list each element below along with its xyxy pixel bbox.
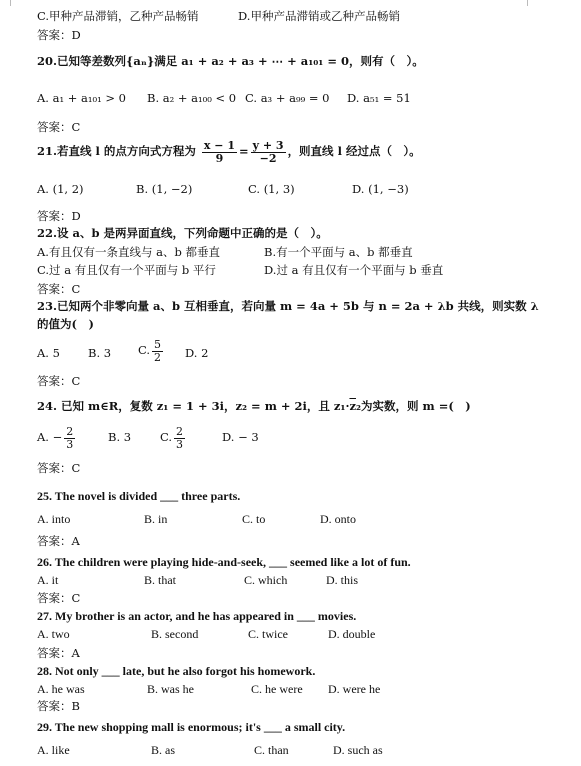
q22-option-b: B.有一个平面与 a、b 都垂直: [264, 245, 413, 259]
q20-option-d: D. a₅₁ = 51: [347, 91, 411, 105]
q23-option-d: D. 2: [185, 346, 209, 360]
q23-stem-line1: 23.已知两个非零向量 a、b 互相垂直，若向量 m = 4a + 5b 与 n = 2a + λb 共线，则实数 λ: [37, 299, 539, 313]
q20-stem: 20.已知等差数列{aₙ}满足 a₁ + a₂ + a₃ + ⋯ + a₁₀₁ = 0，则有（ ）。: [37, 54, 424, 68]
q20-answer: 答案：C: [37, 120, 81, 134]
q26-option-d: D. this: [326, 573, 359, 587]
q21-option-c: C. (1, 3): [248, 182, 295, 196]
q23-option-c: C. $\frac{5}{2}$: [138, 337, 162, 364]
q21-option-a: A. (1, 2): [37, 182, 84, 196]
q25-stem: 25. The novel is divided ___ three parts.: [37, 489, 241, 503]
q20-option-a: A. a₁ + a₁₀₁ > 0: [37, 91, 126, 105]
q27-stem: 27. My brother is an actor, and he has appeared in ___ movies.: [37, 609, 357, 623]
q25-option-d: D. onto: [320, 512, 356, 526]
q23-option-a: A. 5: [37, 346, 60, 360]
q24-stem: 24. 已知 m∈R，复数 z₁ = 1 + 3i，z₂ = m + 2i，且 $z_1\cdot\overline{z}_2$为实数，则 m =( ): [37, 399, 471, 413]
q27-option-b: B. second: [151, 627, 199, 641]
q22-stem: 22.设 a、b 是两异面直线，下列命题中正确的是（ ）。: [37, 226, 328, 240]
q23-answer: 答案：C: [37, 374, 81, 388]
q29-option-d: D. such as: [333, 743, 383, 757]
q21-stem: 21.若直线 l 的点方向式方程为 $\frac{x - 1}{9}$ = $\frac{y + 3}{-2}$ ，则直线 l 经过点（ ）。: [37, 138, 421, 165]
q24-option-c: C. $\frac{2}{3}$: [160, 424, 184, 451]
q26-option-b: B. that: [144, 573, 176, 587]
q19-answer: 答案：D: [37, 28, 81, 42]
q26-option-a: A. it: [37, 573, 59, 587]
fraction: $\frac{5}{2}$: [154, 337, 162, 364]
q22-option-d: D.过 a 有且仅有一个平面与 b 垂直: [264, 263, 444, 277]
fraction: $\frac{y + 3}{-2}$: [252, 138, 284, 165]
q19-option-c: C.甲种产品滞销，乙种产品畅销: [37, 9, 199, 23]
q28-option-a: A. he was: [37, 682, 85, 696]
q23-option-b: B. 3: [88, 346, 112, 360]
q29-option-c: C. than: [254, 743, 289, 757]
q20-option-c: C. a₃ + a₉₉ = 0: [245, 91, 330, 105]
q22-option-a: A.有且仅有一条直线与 a、b 都垂直: [37, 245, 220, 259]
fraction: $\frac{x - 1}{9}$: [203, 138, 235, 165]
q29-stem: 29. The new shopping mall is enormous; it's ___ a small city.: [37, 720, 346, 734]
q23-stem-line2: 的值为( ): [37, 317, 94, 331]
q27-answer: 答案：A: [37, 646, 80, 660]
q28-answer: 答案：B: [37, 699, 80, 713]
q26-answer: 答案：C: [37, 591, 81, 605]
corner-mark: [527, 0, 528, 6]
q24-option-a: A. − $\frac{2}{3}$: [37, 424, 74, 451]
q21-option-d: D. (1, −3): [352, 182, 409, 196]
q22-option-c: C.过 a 有且仅有一个平面与 b 平行: [37, 263, 216, 277]
q29-option-b: B. as: [151, 743, 175, 757]
q25-option-b: B. in: [144, 512, 168, 526]
q20-option-b: B. a₂ + a₁₀₀ < 0: [147, 91, 237, 105]
q28-option-b: B. was he: [147, 682, 194, 696]
q27-option-d: D. double: [328, 627, 376, 641]
fraction: $\frac{2}{3}$: [176, 424, 184, 451]
q21-answer: 答案：D: [37, 209, 81, 223]
q27-option-c: C. twice: [248, 627, 288, 641]
q24-option-d: D. − 3: [222, 430, 259, 444]
q27-option-a: A. two: [37, 627, 70, 641]
q29-option-a: A. like: [37, 743, 70, 757]
q24-option-b: B. 3: [108, 430, 132, 444]
q28-option-c: C. he were: [251, 682, 303, 696]
corner-mark: [10, 0, 11, 6]
q25-answer: 答案：A: [37, 534, 80, 548]
q26-option-c: C. which: [244, 573, 288, 587]
q26-stem: 26. The children were playing hide-and-seek, ___ seemed like a lot of fun.: [37, 555, 411, 569]
q24-answer: 答案：C: [37, 461, 81, 475]
q22-answer: 答案：C: [37, 282, 81, 296]
q28-stem: 28. Not only ___ late, but he also forgot his homework.: [37, 664, 316, 678]
q25-option-c: C. to: [242, 512, 266, 526]
fraction: $\frac{2}{3}$: [66, 424, 74, 451]
q28-option-d: D. were he: [328, 682, 381, 696]
q21-option-b: B. (1, −2): [136, 182, 193, 196]
q19-option-d: D.甲种产品滞销或乙种产品畅销: [238, 9, 400, 23]
q25-option-a: A. into: [37, 512, 71, 526]
